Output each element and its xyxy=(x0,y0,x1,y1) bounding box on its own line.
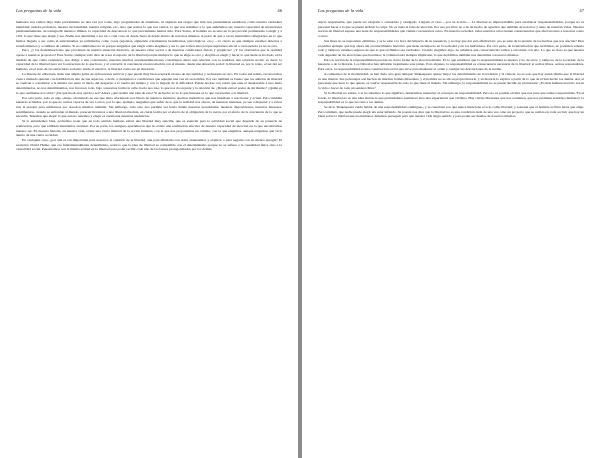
paragraph: Sus fines no se responden «últimas» y se le sabe a la hora del impacto de su presencia, y no hay que dar esta afirmación: ¿no se sabe de la presión de los hechos que nos afectan? Para el primer ejemplo que hay ahora del acontecimiento histórico que tiene un impacto en la sociedad y en los individuos. Por otra parte, de la información que recibimos, no podemos saberlo todo y tampoco estamos seguros de que lo que recibimos sea verdadero. Cuando elegimos algo, no sabemos qué consecuencias vamos a encontrar con ello. Lo que es claro es que nuestra vida depende de las elecciones que hacemos; la voluntad está siempre implicada, lo que decidimos también nos determina a nosotros mismos. xyxy=(318,38,584,58)
right-running-title: Las preguntas de la vida xyxy=(318,8,364,13)
paragraph: humanos nos vemos digo dado previamente no una vez por todas, algo programados de antemano, ni siquiera sus rasgos que más nos pretendieran establecer como nuestra verdadera identidad: nuestra profesión, nuestra nacionalidad, nuestra religión, etc., sino que somos lo que nos vamos, lo que nos sentimos y lo que anhelamos ser, nuestra capacidad de invenciones permanentemente, de transgredir nuestros límites, la capacidad de desconocer lo que previamente hemos sido. Para Sartre, el hombre no es sino en la proyección permanente a elegir y a vivir lo que tiene que elegir y ser. Nadie nos determina a ser tal o cual cosa, ni desde fuera ni desde dentro de nosotros mismos. A pesar de que a veces intentamos refugiarnos en lo que hemos llegado a ser como si estuviéramos ya terminados como cosas (egoístas, siguiendo tratamientos hereditarios, psicológicos, etc.) —lo cierto es que siempre estamos abiertos a transformarnos y a cambiar de camino. Si no cambiamos no es porque tengamos que elegir cómo elegimos y ser lo que somos sino porque sujetarnos sin tal o cual esencia ya no es otra. xyxy=(16,20,282,48)
left-page xyxy=(0,0,298,458)
paragraph: Se dice: Shakespeare cuidó hablar de una responsabilidad «ambigua», y se cuestionó por qué nunca menciona el acto como libertad; y sostenía que el hombre es libre hasta que elige. Pero también, que nadie puede elegir sin estar influido. Su poesía nos dice que la libertad no es una condición dada de una vez, sino un proyecto que se realiza en cada acción; que hay un ideal sobre la libertad que los humanos debemos perseguir para que nuestra vida tenga sentido y para poder ser dueños de nosotros mismos. xyxy=(318,104,584,119)
left-page-number: 46 xyxy=(277,8,282,13)
paragraph: A comienzos de la modernidad, se han dado otro gran ténique: Shakespeare quiere mejor los determinismo de la tradición y la ciencia, no es solo que hay quien afirma que la libertad es una ilusión. Sus personajes son hechos en muchas formas diferentes, y el hombre no es sin su propia historia, y su historia lo explica a partir de lo que de él han hecho los demás. Así, el personaje que hace lo que quiere, se vuelve responsable de todo lo que tiene el mundo. Sin embargo, la responsabilidad no se puede decidir en un instante: ¿Es más humano hacerlo así en la vida o hacer de todo un sendero libre? xyxy=(318,71,584,91)
right-page xyxy=(302,0,600,458)
paragraph: La muerte de «libertad» tiene una amplia gama de aplicaciones teóricas y que puede muy bien aceptarla en uno de sus sentidos y rechazarla en otro. En todos sus temas, reconocemos cuán a menudo quieren con habilidad en uno de sus aspectos, a decir, a cualquiera a condiciones que aquejan una vez en su nombre. Por eso también es bueno que los anhelos de libertad se vuelvan a considerar a la misma vez entre el inicio del despertar a la vuelta del tiempo y con la llegada de la dificultad. Puede decirse con razón que ante el desplazable a uno hasta determinados, no nos determinamos, nos favorece todo, bajo a nuestras forma la calle, hacia nos trae, lo que nos da su parte y la relación de. ¿Dónde está el poder de mí mismo? ¿Quién es lo que realmente nos sirve? ¿De qué modo nos ayuda a ser? Ahora ¿qué resulta una idea de esto? Si de hecho se ve lo que interesa es lo que caracteriza a la libertad. xyxy=(16,71,282,95)
paragraph: Si la libertad no existe, o si no sabemos lo que significa, deberíamos renunciar al concepto de responsabilidad. Pero no es posible olvidar que nos pasa que somos responsables. En el fondo, la libertad no es una idea abstracta que pretendamos establecer sino una experiencia que vivimos. Hay ciertas libertades que nos sostienen, que nos permiten sentirnos humanos; la responsabilidad es lo que nos une a los demás. xyxy=(318,90,584,105)
left-page-header xyxy=(16,8,282,18)
left-page-body xyxy=(16,20,282,152)
paragraph: Si lo entendemos bien, podremos notar que en todo sentido humano existe una libertad muy sencilla, que es esencial para la actividad social que depende de su potencia de realización, pero que también intentamos alcanzar. Por su parte, los antiguos aprendieron que no existe una realización efectiva de nuestra capacidad de elección en la que encontramos nuestro ser. En nuestra historia, en nuestra vida, existe una cierta libertad de la acción humana, con la que nos proponemos un camino, con la que elegimos, aunque tengamos que vivir dentro de una cierta sociedad. xyxy=(16,119,282,138)
paragraph: Pero, ¿y las determinaciones que provienen de nuestra situación histórica, de nuestra clase social o de nuestras condiciones físicas y psíquicas?, ¿Y los obstáculos que la realidad opone a nuestros proyectos? Para Sartre, siempre todo dice de crear el espacio de la libertad porque siempre lo que se elige es otro y elegirla es elegir y hacer lo que suele se ha dado, en la medida de que como existencia, nos dirige a una consciencia, nuestras muchas autodeterminaciones constituyen ahora una relación con la realidad, una relación social; es decir, la capacidad de la libertad para ver la estructura de lo que hace, y al convertir la conciencia en una relación con el mundo, desde una situación social: la libertad es, por lo tanto, el ser del ser humano, en el seno de las estructuras sociales; desde el exterior, la libertad como ser en situación. xyxy=(16,48,282,72)
paragraph: Pero la noción de la responsabilidad precede en cierta forma de la elección misma. Es lo que establece que la responsabilidad es nuestra y no de otros, y tampoco de la sociedad, de la herencia o de la historia. Los filósofos han debatido largamente este punto. Para algunos, la responsabilidad es consecuencia necesaria de la libertad: si somos libres, somos responsables. Para otros, la responsabilidad es una construcción social que sirve para mantener el orden y castigar las desviaciones de la norma. xyxy=(318,57,584,72)
right-page-body xyxy=(318,20,584,119)
right-page-header xyxy=(318,8,584,18)
paragraph: sujeto responsable, que puede ser elogiado o censurado y castigado. Llegado el caso —por su acción—. La libertad es imprescindible para establecer responsabilidades, porque no es personal hacer a la que se pueda atribuir la culpa. No es nada la falta de elección. Por eso por libre no a de un hecho de aquellos que también de nosotros y tanto de nuestras vidas. Nuestra noción de libertad supone una serie de responsabilidades que vienen con nuestros actos. En nuestra sociedad, todos nuestros actos tienen consecuencias que afectan tanto a nosotros como a otros. xyxy=(318,20,584,39)
left-running-title: Las preguntas de la vida xyxy=(16,8,62,13)
right-page-number: 47 xyxy=(579,8,584,13)
paragraph: Por otra parte, todo es algo «muy» afortunado en ese que tanto afortunado nos libera de nuestros instintos; apetitos instintivos que nos impulsan a reaccionar y actuar. Pero también nuestras actitudes, por lo que no somos capaces de ver a otros, por lo que, ejemplo, tengamos que sufrir de lo que la realidad nos ofrece, de nuestros intereses, ya sea a disponer y a evitar tras la presión para utilizarnos por nosotros mismos también. Sin embargo, todo esto nos permite ver hasta dónde nuestras necesidades, nuestras disposiciones, nuestros intereses, sentimientos, cuando se enfrentan al mundo, parecen llevarnos a una libertad absoluta, en cierta forma por el efecto de la obligación de la razón, por el efecto de la conciencia de lo que se necesita. Tenemos que elegir lo que aun no tenemos y elegir es cuestionar nuestras tendencias. xyxy=(16,95,282,119)
paragraph: En cualquier caso, ¿por qué es tan importante para nosotros la cuestión de la libertad, aun para afirmarla con ardor entendemos y explicar o para negarla con no menos energía? El escéptico David Hume, que era fundamentalmente determinista, sostuvo que la idea de libertad es compatible con el determinismo porque no se refiere a la casualidad física sino a la casualidad social. Pensaríamos con la misma actitud en la libertad para poder recibir cada uno de los lances protagonizados por los demás. xyxy=(16,137,282,152)
